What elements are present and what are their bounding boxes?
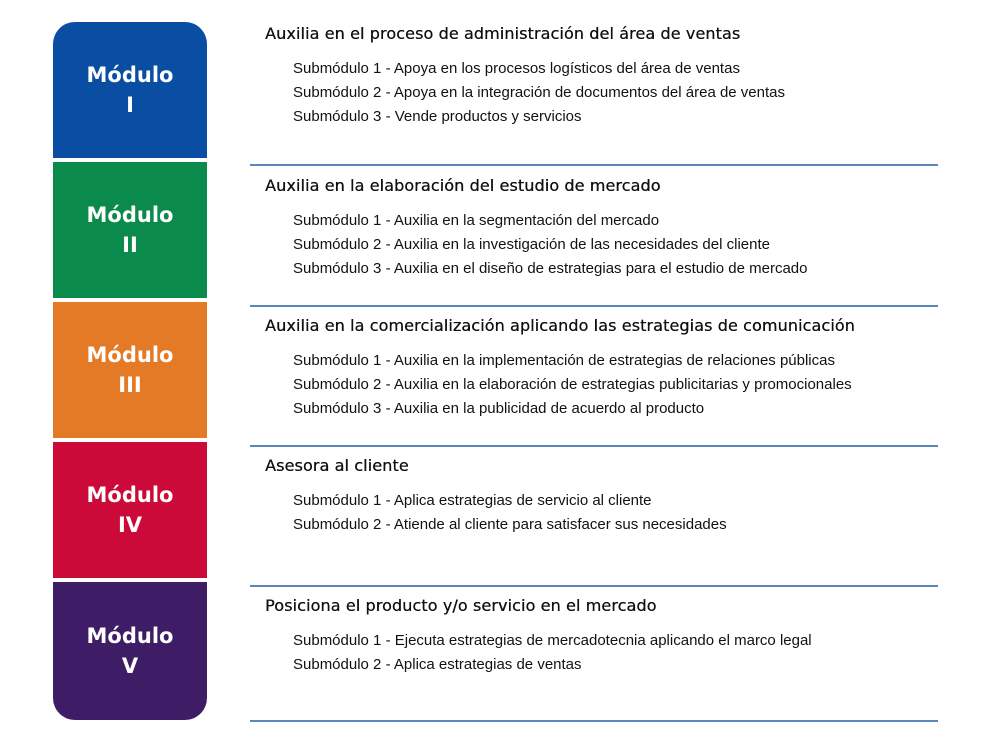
submodule-item: Submódulo 3 - Auxilia en el diseño de estrategias para el estudio de mercado bbox=[293, 260, 808, 277]
section-divider bbox=[250, 164, 938, 166]
module-5-section bbox=[265, 596, 965, 677]
section-divider bbox=[250, 585, 938, 587]
submodule-item: Submódulo 1 - Auxilia en la segmentación del mercado bbox=[293, 212, 660, 229]
module-1-block bbox=[53, 22, 207, 158]
module-5-label: Módulo bbox=[86, 624, 174, 648]
submodule-item: Submódulo 2 - Atiende al cliente para satisfacer sus necesidades bbox=[293, 516, 727, 533]
module-4-section bbox=[265, 456, 965, 537]
module-2-label: Módulo bbox=[86, 203, 174, 227]
submodule-item: Submódulo 1 - Aplica estrategias de servicio al cliente bbox=[293, 492, 652, 509]
module-3-block bbox=[53, 302, 207, 438]
module-3-submodule-list bbox=[265, 349, 965, 421]
section-divider bbox=[250, 305, 938, 307]
submodule-item: Submódulo 1 - Apoya en los procesos logísticos del área de ventas bbox=[293, 60, 740, 77]
module-1-title: Auxilia en el proceso de administración del área de ventas bbox=[265, 24, 741, 43]
module-1-label: Módulo bbox=[86, 63, 174, 87]
section-divider bbox=[250, 720, 938, 722]
module-3-title: Auxilia en la comercialización aplicando las estrategias de comunicación bbox=[265, 316, 855, 335]
module-2-section bbox=[265, 176, 965, 281]
module-5-submodule-list bbox=[265, 629, 965, 677]
module-1-submodule-list bbox=[265, 57, 965, 129]
section-divider bbox=[250, 445, 938, 447]
module-5-title: Posiciona el producto y/o servicio en el mercado bbox=[265, 596, 657, 615]
module-2-numeral: II bbox=[122, 233, 138, 257]
submodule-item: Submódulo 3 - Auxilia en la publicidad de acuerdo al producto bbox=[293, 400, 705, 417]
module-3-numeral: III bbox=[118, 373, 142, 397]
submodule-item: Submódulo 1 - Auxilia en la implementación de estrategias de relaciones públicas bbox=[293, 352, 835, 369]
submodule-item: Submódulo 2 - Auxilia en la elaboración de estrategias publicitarias y promocionales bbox=[293, 376, 852, 393]
module-4-numeral: IV bbox=[117, 513, 143, 537]
submodule-item: Submódulo 2 - Auxilia en la investigación de las necesidades del cliente bbox=[293, 236, 770, 253]
module-1-section bbox=[265, 24, 965, 129]
module-3-label: Módulo bbox=[86, 343, 174, 367]
submodule-item: Submódulo 2 - Apoya en la integración de documentos del área de ventas bbox=[293, 84, 785, 101]
module-4-label: Módulo bbox=[86, 483, 174, 507]
module-2-block bbox=[53, 162, 207, 298]
module-4-submodule-list bbox=[265, 489, 965, 537]
module-column bbox=[53, 22, 207, 720]
module-1-numeral: I bbox=[126, 93, 134, 117]
module-2-title: Auxilia en la elaboración del estudio de mercado bbox=[265, 176, 661, 195]
module-5-block bbox=[53, 582, 207, 720]
submodule-item: Submódulo 1 - Ejecuta estrategias de mercadotecnia aplicando el marco legal bbox=[293, 632, 812, 649]
submodule-item: Submódulo 2 - Aplica estrategias de ventas bbox=[293, 656, 582, 673]
module-2-submodule-list bbox=[265, 209, 965, 281]
module-5-numeral: V bbox=[121, 654, 139, 678]
module-3-section bbox=[265, 316, 965, 421]
module-4-block bbox=[53, 442, 207, 578]
submodule-item: Submódulo 3 - Vende productos y servicios bbox=[293, 108, 582, 125]
module-4-title: Asesora al cliente bbox=[265, 456, 409, 475]
